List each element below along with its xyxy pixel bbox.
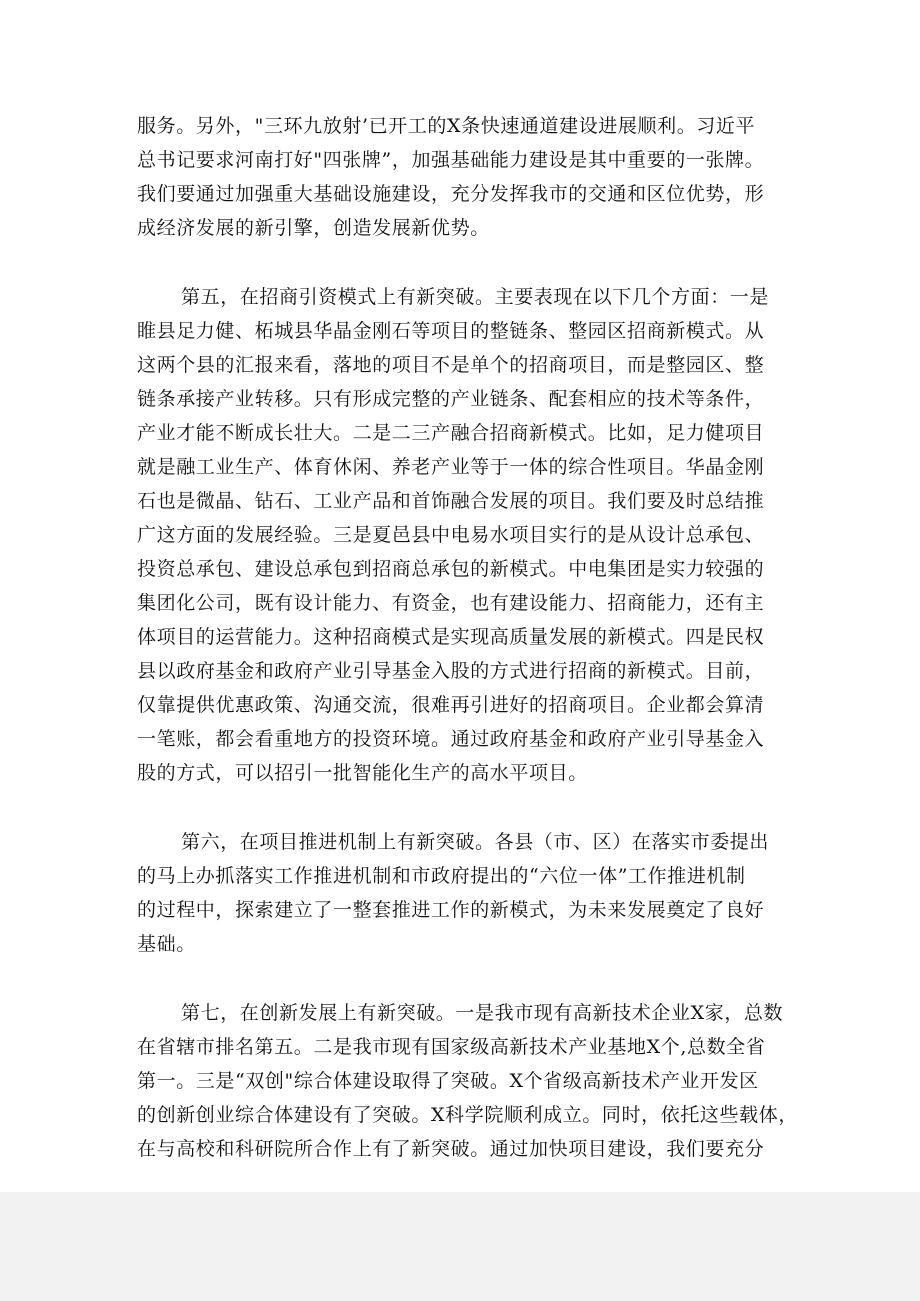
text-line: 体项目的运营能力。这种招商模式是实现高质量发展的新模式。四是民权 [137, 626, 765, 648]
text-line: 县以政府基金和政府产业引导基金入股的方式进行招商的新模式。目前， [137, 660, 765, 682]
text-line: 这两个县的汇报来看，落地的项目不是单个的招商项目，而是整园区、整 [137, 354, 765, 376]
text-line: 基础。 [137, 933, 196, 955]
text-line: 集团化公司，既有设计能力、有资金，也有建设能力、招商能力，还有主 [137, 592, 765, 614]
text-line: 产业才能不断成长壮大。二是二三产融合招商新模式。比如，足力健项目 [137, 422, 765, 444]
text-line: 的马上办抓落实工作推进机制和市政府提出的“六位一体”工作推进机制 [137, 865, 746, 887]
text-line: 睢县足力健、柘城县华晶金刚石等项目的整链条、整园区招商新模式。从 [137, 320, 765, 342]
text-line: 总书记要求河南打好"四张牌”，加强基础能力建设是其中重要的一张牌。 [137, 149, 765, 171]
text-line: 投资总承包、建设总承包到招商总承包的新模式。中电集团是实力较强的 [137, 558, 765, 580]
paragraph-start-line: 第七，在创新发展上有新突破。一是我市现有高新技术企业X家，总数 [181, 1002, 784, 1024]
text-line: 仅靠提供优惠政策、沟通交流，很难再引进好的招商项目。企业都会算清 [137, 694, 765, 716]
text-line: 第一。三是“双创"综合体建设取得了突破。X个省级高新技术产业开发区 [137, 1070, 759, 1092]
text-line: 就是融工业生产、体育休闲、养老产业等于一体的综合性项目。华晶金刚 [137, 456, 765, 478]
paragraph-start-line: 第五，在招商引资模式上有新突破。主要表现在以下几个方面：一是 [181, 286, 770, 308]
text-line: 的过程中，探索建立了一整套推进工作的新模式，为未来发展奠定了良好 [137, 899, 765, 921]
text-line: 一笔账，都会看重地方的投资环境。通过政府基金和政府产业引导基金入 [137, 728, 765, 750]
text-line: 成经济发展的新引擎，创造发展新优势。 [137, 217, 490, 239]
text-line: 我们要通过加强重大基础设施建设，充分发挥我市的交通和区位优势，形 [137, 183, 765, 205]
text-line: 服务。另外，"三环九放射’已开工的X条快速通道建设进展顺利。习近平 [137, 115, 756, 137]
text-line: 在省辖市排名第五。二是我市现有国家级高新技术产业基地X个,总数全省 [137, 1036, 766, 1058]
text-line: 链条承接产业转移。只有形成完整的产业链条、配套相应的技术等条件， [137, 388, 765, 410]
text-line: 广这方面的发展经验。三是夏邑县中电易水项目实行的是从设计总承包、 [137, 524, 765, 546]
text-line: 的创新创业综合体建设有了突破。X科学院顺利成立。同时，依托这些载体， [137, 1104, 798, 1126]
text-line: 石也是微晶、钻石、工业产品和首饰融合发展的项目。我们要及时总结推 [137, 490, 765, 512]
page-bottom-band [0, 1192, 920, 1301]
text-line: 股的方式，可以招引一批智能化生产的高水平项目。 [137, 762, 588, 784]
paragraph-start-line: 第六，在项目推进机制上有新突破。各县（市、区）在落实市委提出 [181, 831, 770, 853]
text-line: 在与高校和科研院所合作上有了新突破。通过加快项目建设，我们要充分 [137, 1138, 765, 1160]
